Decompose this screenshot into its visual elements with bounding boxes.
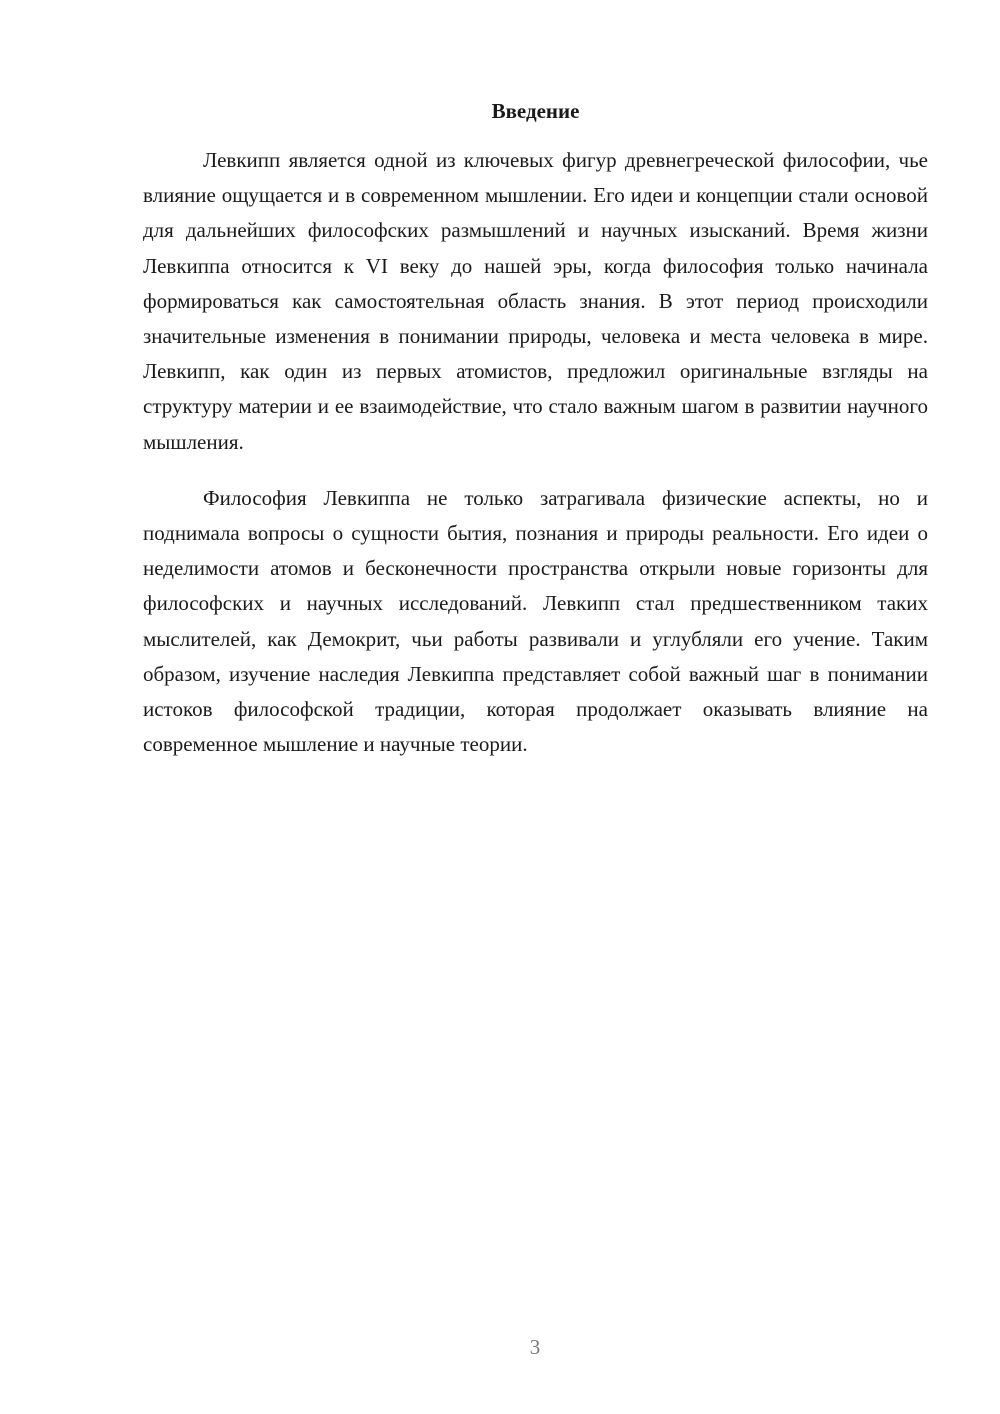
paragraph-2: Философия Левкиппа не только затрагивала физические аспекты, но и поднимала вопросы о сущности бытия, познания и природы реальности. Его идеи о неделимости атомов и бесконечности пространства открыли новые горизонты для философских и научных исследований. Левкипп стал предшественником таких мыслителей, как Демокрит, чьи работы развивали и углубляли его учение. Таким образом, изучение наследия Левкиппа представляет собой важный шаг в понимании истоков философской традиции, которая продолжает оказывать влияние на современное мышление и научные теории. bbox=[143, 485, 928, 757]
paragraph-1: Левкипп является одной из ключевых фигур древнегреческой философии, чье влияние ощущается и в современном мышлении. Его идеи и концепции стали основой для дальнейших философских размышлений и научных изысканий. Время жизни Левкиппа относится к VI веку до нашей эры, когда философия только начинала формироваться как самостоятельная область знания. В этот период происходили значительные изменения в понимании природы, человека и места человека в мире. Левкипп, как один из первых атомистов, предложил оригинальные взгляды на структуру материи и ее взаимодействие, что стало важным шагом в развитии научного мышления. bbox=[143, 148, 928, 454]
section-title: Введение bbox=[491, 99, 580, 123]
page-number: 3 bbox=[529, 1335, 541, 1359]
body-text bbox=[143, 143, 928, 762]
